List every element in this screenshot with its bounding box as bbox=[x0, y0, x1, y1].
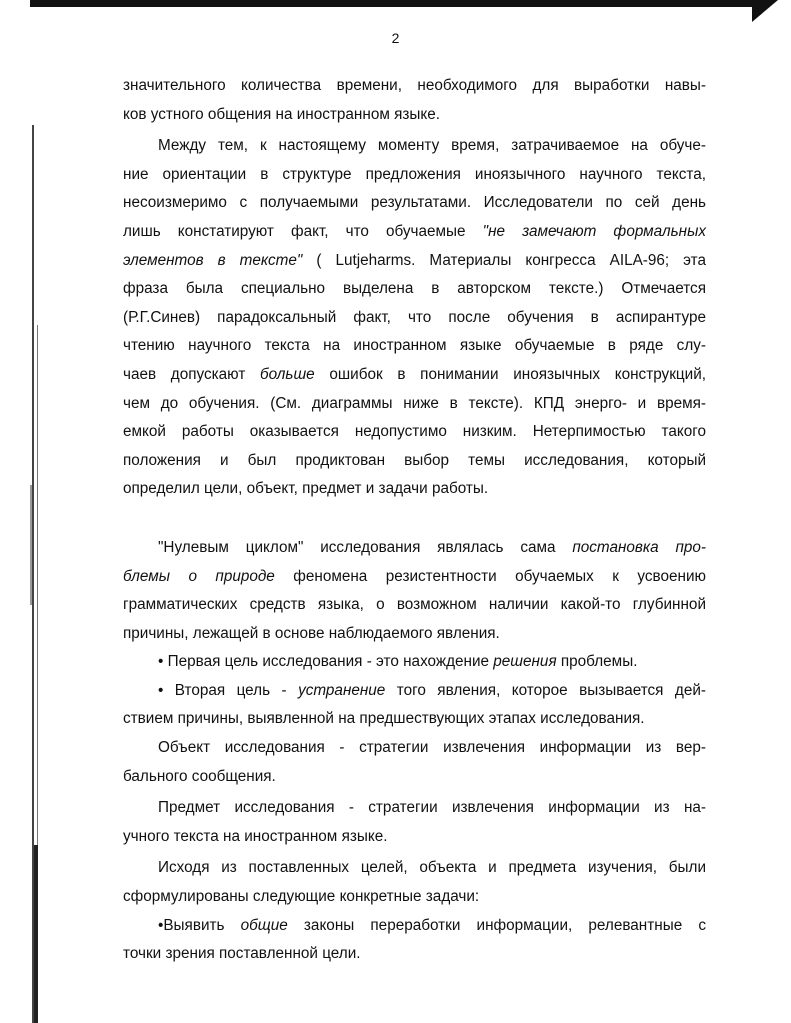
emphasis-resheniya: решения bbox=[493, 653, 557, 671]
object-line-2: бального сообщения. bbox=[123, 767, 276, 785]
task-1-line-1: •Выявить общие законы переработки информации, релевантные с bbox=[158, 916, 706, 934]
scan-left-margin-artifact bbox=[32, 125, 39, 1023]
tasks-intro-line-1: Исходя из поставленных целей, объекта и предмета изучения, были bbox=[158, 859, 706, 877]
goal-1: • Первая цель исследования - это нахождение решения проблемы. bbox=[158, 653, 638, 671]
paragraph-2-line-8: чтению научного текста на иностранном языке обучаемые в ряде слу- bbox=[123, 337, 706, 355]
emphasis-problemy: блемы о природе bbox=[123, 567, 275, 585]
paragraph-2-line-13: определил цели, объект, предмет и задачи работы. bbox=[123, 480, 489, 498]
subject-line-2: учного текста на иностранном языке. bbox=[123, 827, 388, 845]
emphasis-bolshe: больше bbox=[260, 365, 315, 383]
tasks-intro-line-2: сформулированы следующие конкретные задачи: bbox=[123, 888, 480, 906]
paragraph-2-line-10: чем до обучения. (См. диаграммы ниже в тексте). КПД энерго- и время- bbox=[123, 394, 706, 412]
paragraph-2-line-11: емкой работы оказывается недопустимо низким. Нетерпимостью такого bbox=[123, 423, 706, 441]
paragraph-3-line-1: "Нулевым циклом" исследования являлась сама постановка про- bbox=[158, 538, 706, 556]
paragraph-2-line-6: фраза была специально выделена в авторском тексте.) Отмечается bbox=[123, 280, 706, 298]
paragraph-3-line-4: причины, лежащей в основе наблюдаемого явления. bbox=[123, 624, 500, 642]
goal-2-line-1: • Вторая цель - устранение того явления, которое вызывается дей- bbox=[158, 681, 706, 699]
paragraph-2-line-4: лишь констатируют факт, что обучаемые "не замечают формальных bbox=[123, 222, 706, 240]
paragraph-2-line-2: ние ориентации в структуре предложения иноязычного научного текста, bbox=[123, 165, 706, 183]
task-1-line-2: точки зрения поставленной цели. bbox=[123, 945, 361, 963]
paragraph-3-line-3: грамматических средств языка, о возможном наличии какой-то глубинной bbox=[123, 596, 706, 614]
emphasis-postanovka: постановка про- bbox=[572, 538, 706, 556]
emphasis-ustranenie: устранение bbox=[298, 681, 386, 699]
paragraph-1-line-1: значительного количества времени, необходимого для выработки навы- bbox=[123, 77, 706, 94]
goal-2-line-2: ствием причины, выявленной на предшествующих этапах исследования. bbox=[123, 710, 645, 728]
page-number: 2 bbox=[391, 30, 400, 46]
paragraph-2-line-9: чаев допускают больше ошибок в понимании иноязычных конструкций, bbox=[123, 365, 706, 383]
emphasis-obshchie: общие bbox=[240, 916, 288, 934]
paragraph-2-line-7: (Р.Г.Синев) парадоксальный факт, что после обучения в аспирантуре bbox=[123, 308, 706, 326]
paragraph-2-line-5: элементов в тексте" ( Lutjeharms. Материалы конгресса AILA-96; эта bbox=[123, 251, 706, 269]
page-body bbox=[123, 72, 706, 969]
paragraph-3-line-2: блемы о природе феномена резистентности обучаемых к усвоению bbox=[123, 567, 706, 585]
subject-line-1: Предмет исследования - стратегии извлечения информации из на- bbox=[158, 799, 706, 817]
paragraph-2-line-3: несоизмеримо с получаемыми результатами. Исследователи по сей день bbox=[123, 194, 706, 212]
paragraph-2-line-1: Между тем, к настоящему моменту время, затрачиваемое на обуче- bbox=[158, 137, 706, 155]
quoted-italic-2: элементов в тексте" bbox=[123, 251, 303, 269]
paragraph-1-line-2: ков устного общения на иностранном языке. bbox=[123, 105, 441, 123]
paragraph-2-line-12: положения и был продиктован выбор темы исследования, который bbox=[123, 451, 706, 469]
quoted-italic: "не замечают формальных bbox=[482, 222, 706, 240]
scan-top-border bbox=[30, 0, 760, 7]
scan-corner-mark bbox=[752, 0, 778, 22]
object-line-1: Объект исследования - стратегии извлечения информации из вер- bbox=[158, 739, 706, 757]
